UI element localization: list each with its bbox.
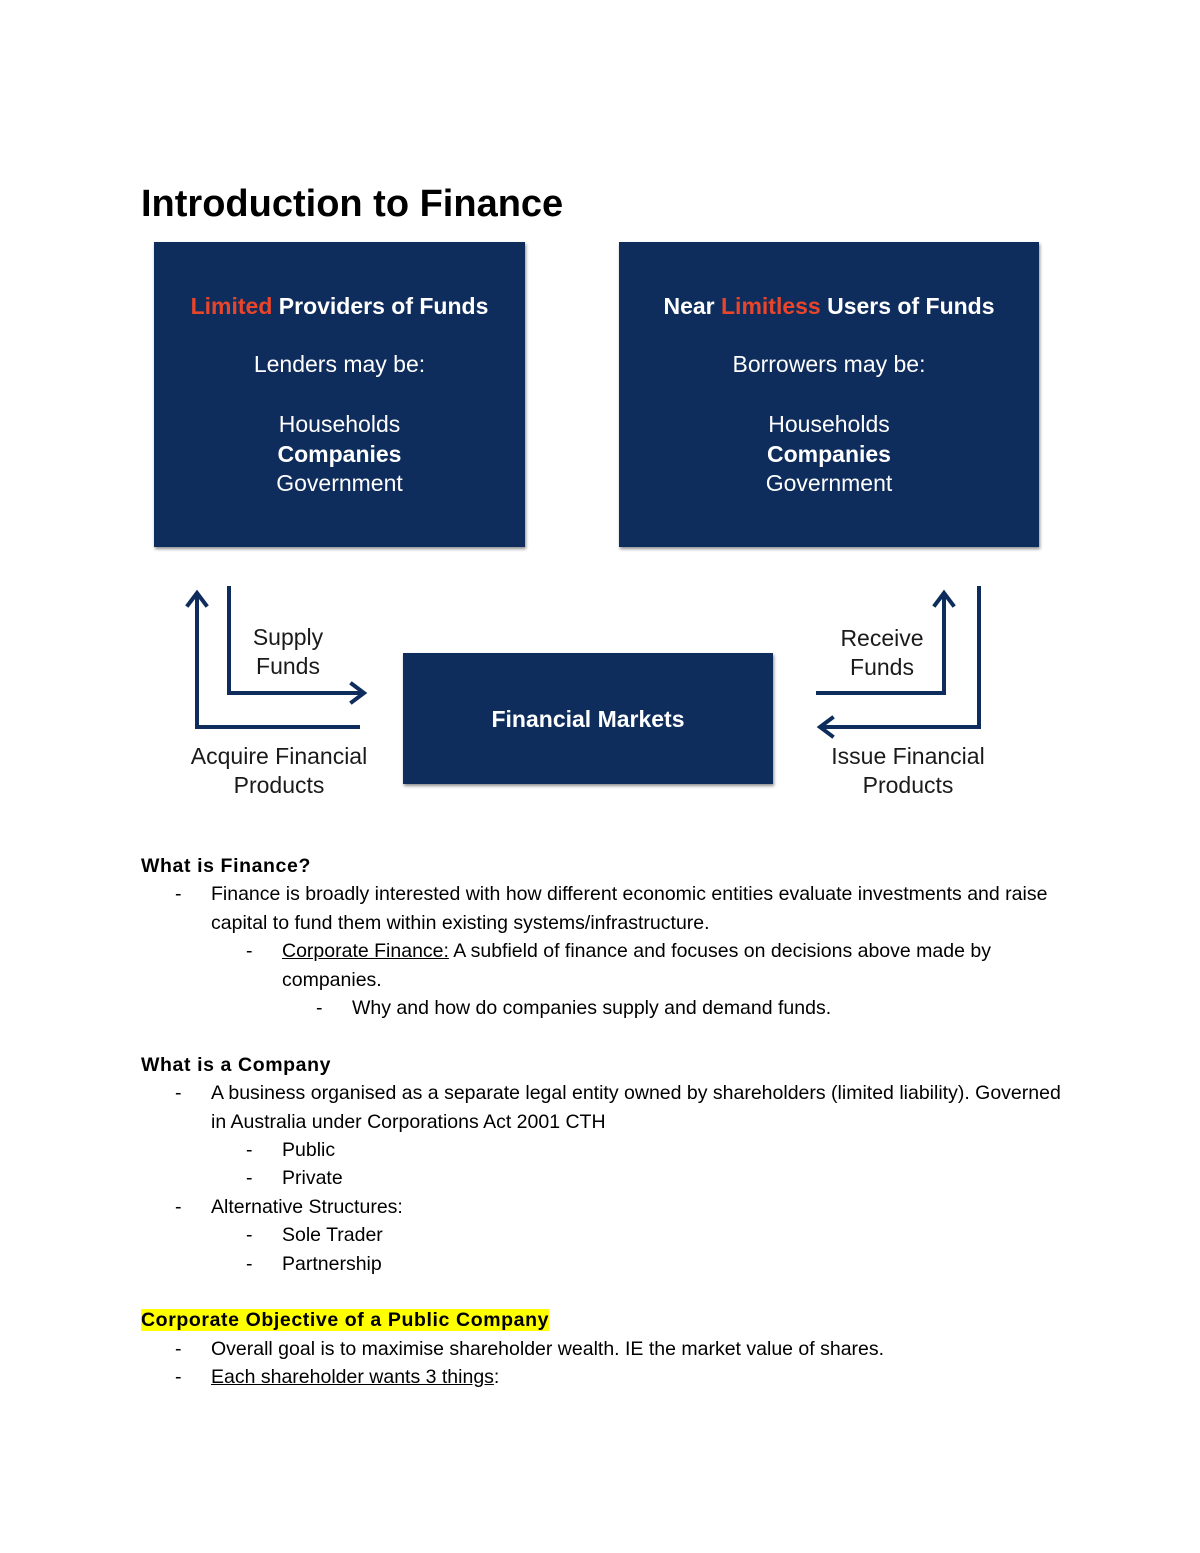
receive-arrowhead-icon xyxy=(935,593,953,605)
list-item xyxy=(141,1136,1071,1164)
list-item xyxy=(141,937,1071,994)
bullet-dash: - xyxy=(175,1082,182,1105)
list-item xyxy=(141,1193,1071,1221)
document-body xyxy=(141,852,1071,1392)
borrowers-subtitle: Borrowers may be: xyxy=(732,351,926,377)
heading-what-is-a-company: What is a Company xyxy=(141,1053,332,1076)
acquire-products-line2: Products xyxy=(233,772,325,798)
bullet-dash: - xyxy=(246,1224,253,1247)
financial-markets-label: Financial Markets xyxy=(491,706,685,732)
users-title xyxy=(619,292,1039,320)
shareholder-wants-colon: : xyxy=(493,1366,500,1389)
corporate-finance-text: A subfield of finance and focuses on decisions above made by companies. xyxy=(282,940,991,991)
heading-highlight: Corporate Objective of a Public Company xyxy=(141,1309,550,1332)
shareholder-wants-link[interactable]: Each shareholder wants 3 things xyxy=(211,1366,494,1389)
list-item xyxy=(141,1079,1071,1136)
bullet-dash: - xyxy=(246,1167,253,1190)
lender-households: Households xyxy=(278,411,401,437)
receive-funds-line2: Funds xyxy=(850,654,914,680)
bullet-dash: - xyxy=(175,1366,182,1389)
overall-goal-text: Overall goal is to maximise shareholder wealth. IE the market value of shares. xyxy=(211,1337,885,1360)
acquire-products-line1: Acquire Financial xyxy=(190,743,368,769)
list-item xyxy=(141,1335,1071,1363)
borrower-companies: Companies xyxy=(767,440,891,467)
company-definition: A business organised as a separate legal entity owned by shareholders (limited liability). Governed in Australia under Corporations Act 2001 CTH xyxy=(211,1082,1061,1133)
heading-what-is-finance: What is Finance? xyxy=(141,855,311,877)
list-item xyxy=(141,1221,1071,1249)
issue-products-line1: Issue Financial xyxy=(831,743,985,769)
supply-funds-label xyxy=(243,623,333,681)
list-item xyxy=(141,994,1071,1022)
supply-demand-question: Why and how do companies supply and demand funds. xyxy=(352,997,832,1020)
bullet-dash: - xyxy=(316,997,323,1020)
providers-title xyxy=(154,292,525,320)
providers-title-rest: Providers of Funds xyxy=(272,293,489,319)
users-of-funds-box xyxy=(619,242,1039,547)
list-item xyxy=(141,1164,1071,1192)
corporate-finance-term: Corporate Finance: xyxy=(282,940,449,963)
company-type-private: Private xyxy=(282,1167,343,1190)
users-title-rest: Users of Funds xyxy=(820,293,995,319)
company-type-public: Public xyxy=(282,1139,336,1162)
supply-funds-line1: Supply xyxy=(252,624,324,650)
receive-funds-line1: Receive xyxy=(840,625,924,651)
page-title: Introduction to Finance xyxy=(141,183,564,225)
alt-structure-partnership: Partnership xyxy=(282,1252,382,1275)
bullet-dash: - xyxy=(246,940,253,963)
bullet-dash: - xyxy=(246,1139,253,1162)
heading-corporate-objective xyxy=(141,1306,1071,1334)
borrower-government: Government xyxy=(765,470,893,496)
supply-arrowhead-icon xyxy=(352,684,364,702)
list-item xyxy=(141,1250,1071,1278)
list-item xyxy=(141,880,1071,937)
issue-arrowhead-icon xyxy=(820,718,832,736)
providers-of-funds-box xyxy=(154,242,525,547)
finance-definition: Finance is broadly interested with how different economic entities evaluate investments and raise capital to fund them within existing systems/infrastructure. xyxy=(211,883,1048,934)
bullet-dash: - xyxy=(175,1195,182,1218)
receive-funds-label xyxy=(828,624,936,682)
acquire-arrowhead-icon xyxy=(188,593,206,605)
financial-markets-box xyxy=(403,653,773,784)
lender-companies: Companies xyxy=(277,440,402,467)
issue-products-label xyxy=(818,742,998,800)
supply-funds-line2: Funds xyxy=(256,653,320,679)
bullet-dash: - xyxy=(246,1252,253,1275)
lenders-subtitle: Lenders may be: xyxy=(253,351,426,377)
users-title-pre: Near xyxy=(663,293,721,319)
acquire-products-label xyxy=(176,742,382,800)
providers-title-accent: Limited xyxy=(190,293,273,319)
alternative-structures-label: Alternative Structures: xyxy=(211,1195,403,1218)
issue-products-line2: Products xyxy=(862,772,954,798)
borrowers-list xyxy=(619,410,1039,499)
bullet-dash: - xyxy=(175,1337,182,1360)
list-item xyxy=(141,1363,1071,1391)
users-title-accent: Limitless xyxy=(721,293,821,319)
lenders-list xyxy=(154,410,525,499)
bullet-dash: - xyxy=(175,883,182,906)
borrower-households: Households xyxy=(768,411,890,437)
lender-government: Government xyxy=(276,470,403,496)
alt-structure-sole-trader: Sole Trader xyxy=(282,1224,383,1247)
